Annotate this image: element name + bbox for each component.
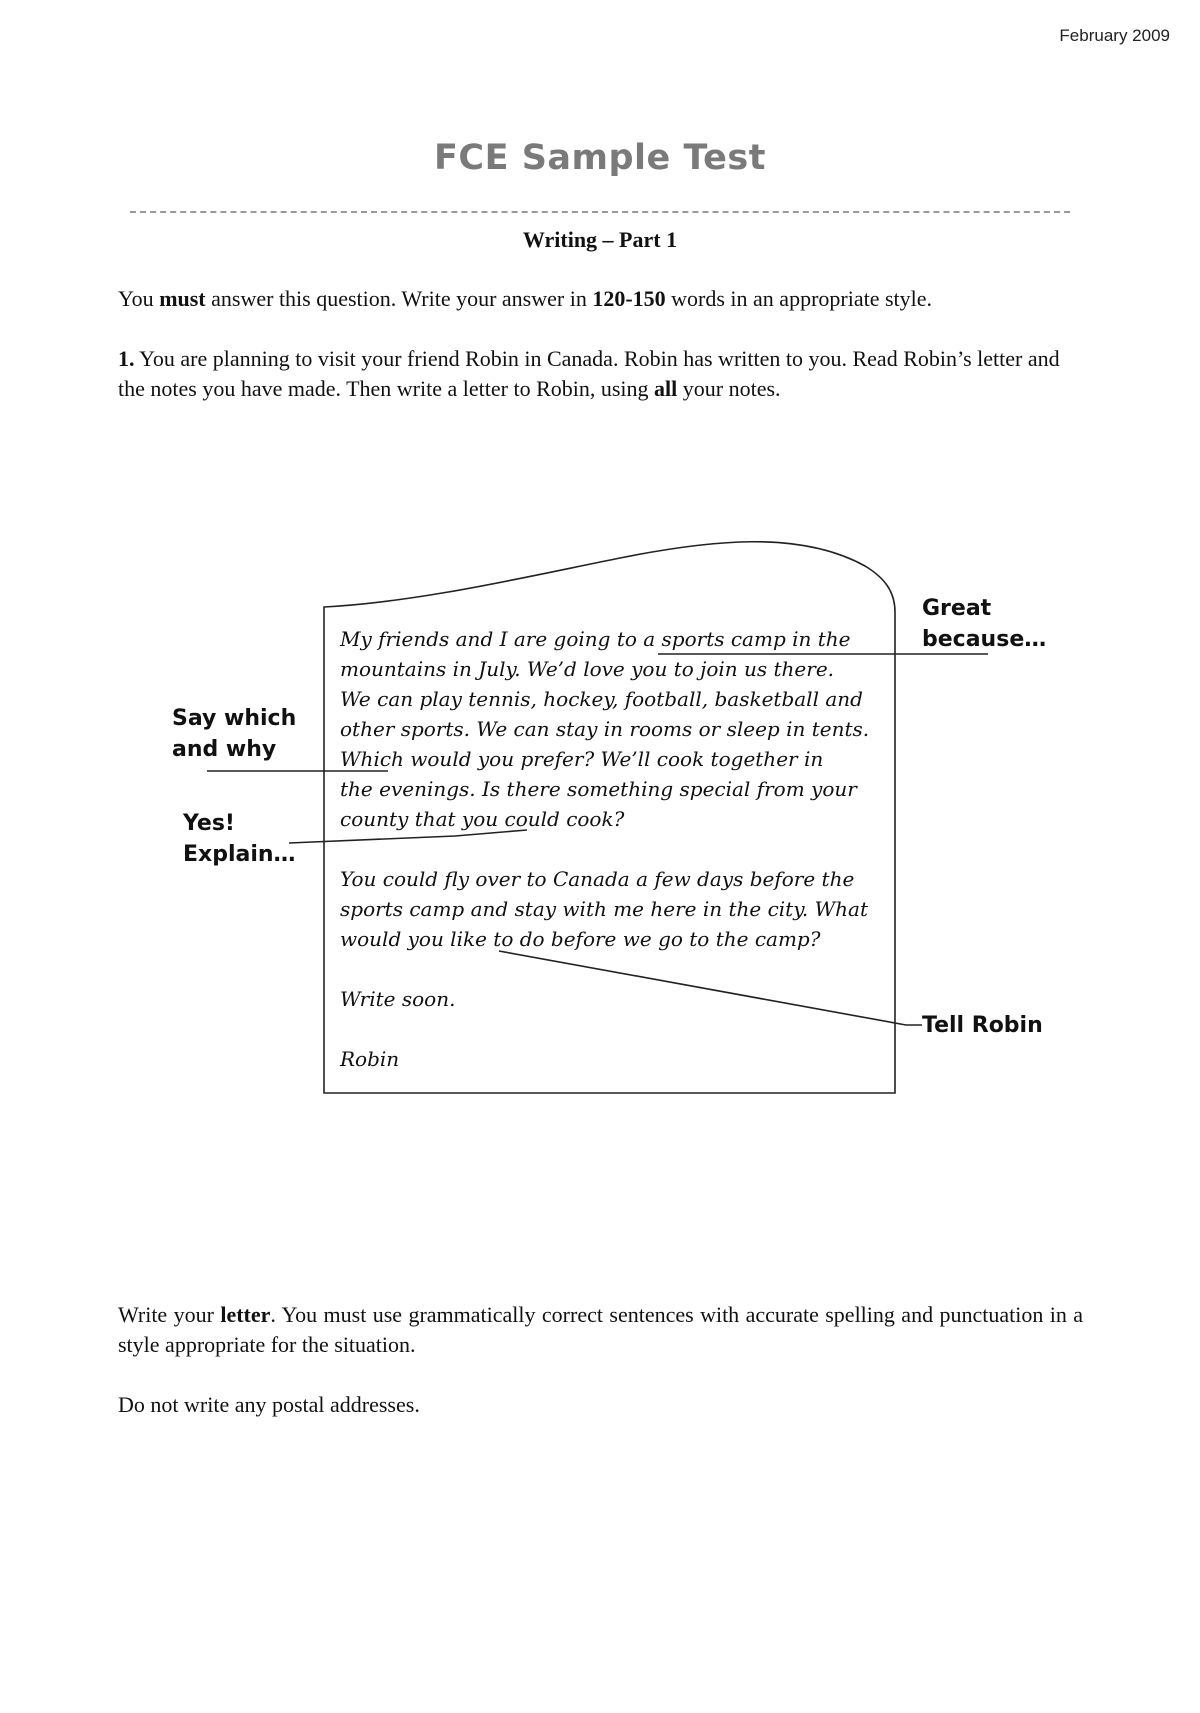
instruction-emphasis-wordcount: 120-150 — [592, 286, 666, 311]
note-line: Great — [922, 596, 992, 621]
letter-line: other sports. We can stay in rooms or sleep in tents. — [340, 717, 870, 741]
letter-line: mountains in July. We’d love you to join us there. — [340, 657, 835, 681]
footer-paragraph — [118, 1300, 1083, 1360]
instruction-text: answer this question. Write your answer in — [205, 286, 593, 311]
note-line: Explain… — [183, 842, 296, 867]
question-text: your notes. — [677, 376, 781, 401]
instruction-text: You — [118, 286, 160, 311]
question-number: 1. — [118, 346, 135, 371]
letter-line: county that you could cook? — [340, 807, 625, 831]
question-text: You are planning to visit your friend Robin in Canada. Robin has written to you. Read Robin’s letter and the notes you have made. Then write a letter to Robin, using — [118, 346, 1060, 401]
note-yes-explain — [183, 808, 296, 870]
page-date: February 2009 — [1059, 26, 1170, 45]
page-title: FCE Sample Test — [434, 138, 766, 178]
footer-text: Write your — [118, 1302, 221, 1327]
note-tell-robin: Tell Robin — [922, 1013, 1043, 1038]
dashed-divider — [130, 211, 1070, 213]
note-line: because… — [922, 627, 1047, 652]
letter-line: the evenings. Is there something special from your — [340, 777, 857, 801]
letter-signoff: Write soon. — [340, 987, 456, 1011]
section-heading: Writing – Part 1 — [522, 227, 678, 252]
question-paragraph — [118, 344, 1083, 404]
instruction-emphasis-must: must — [159, 286, 206, 311]
footer-note: Do not write any postal addresses. — [118, 1392, 420, 1417]
letter-line: Which would you prefer? We’ll cook together in — [340, 747, 824, 771]
note-line: Yes! — [183, 811, 235, 836]
letter-line: My friends and I are going to a sports camp in the — [340, 627, 851, 651]
instruction-text: words in an appropriate style. — [665, 286, 933, 311]
letter-line: You could fly over to Canada a few days before the — [340, 867, 855, 891]
note-say-which — [172, 703, 296, 765]
letter-line: sports camp and stay with me here in the city. What — [340, 897, 868, 921]
note-line: and why — [172, 737, 277, 762]
letter-line: We can play tennis, hockey, football, basketball and — [340, 687, 863, 711]
letter-line: would you like to do before we go to the camp? — [340, 927, 821, 951]
footer-emphasis-letter: letter — [220, 1302, 271, 1327]
instruction-paragraph — [118, 284, 1083, 314]
note-great — [922, 593, 1046, 655]
footer-text: . You must use grammatically correct sentences with accurate spelling and punctuation in a style appropriate for the situation. — [118, 1302, 1084, 1357]
letter-signature: Robin — [340, 1047, 400, 1071]
question-emphasis-all: all — [654, 376, 678, 401]
note-line: Say which — [172, 706, 297, 731]
